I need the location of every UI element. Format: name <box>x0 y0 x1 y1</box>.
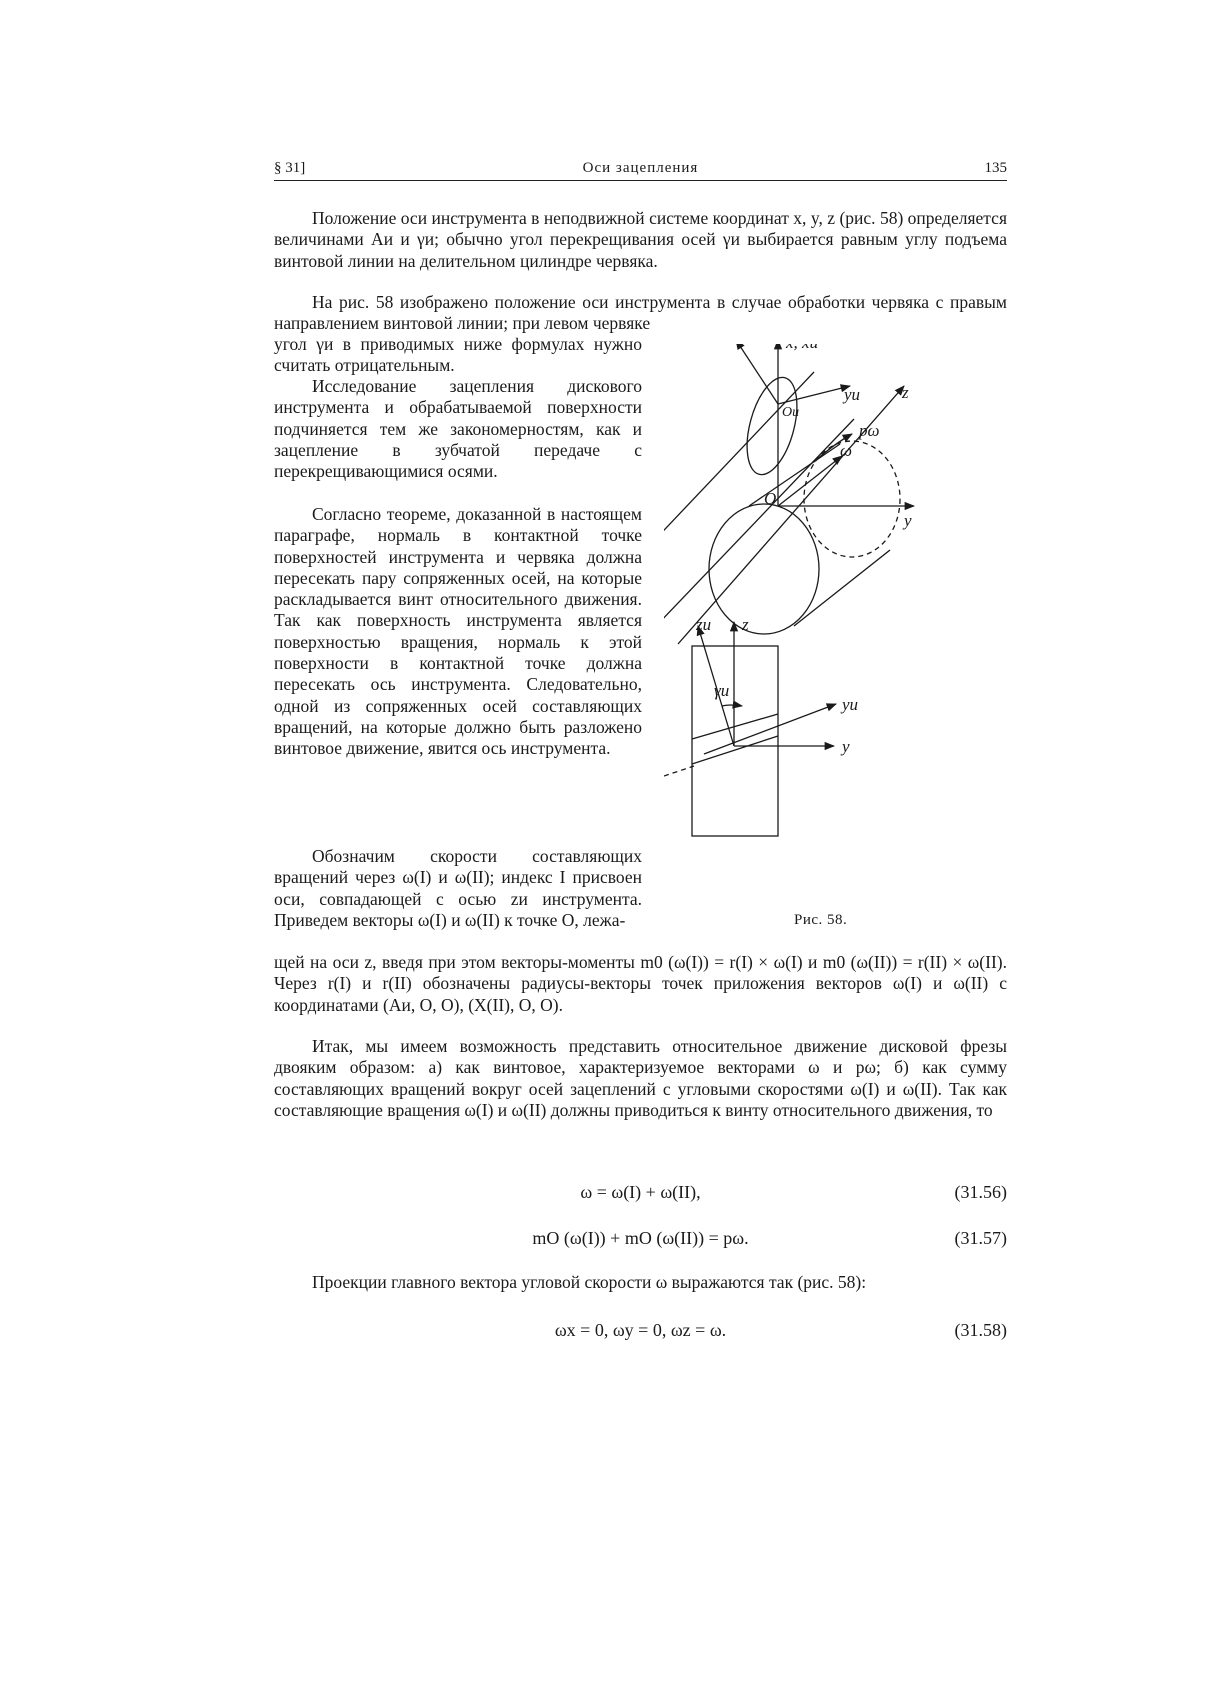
paragraph-5-continued: щей на оси z, введя при этом векторы-моменты m0 (ω(I)) = r(I) × ω(I) и m0 (ω(II)) = r(II) × ω(II). Через r(I) и r(II) обозначены радиусы-векторы точек приложения векторов ω(I) и ω(II) с координатами (Aи, O, O), (X(II), O, O). <box>274 952 1007 1015</box>
worm-front-end <box>709 504 819 634</box>
running-head <box>274 160 1007 180</box>
section-number: § 31] <box>274 160 306 176</box>
omega-arrow <box>778 456 842 506</box>
equation-body: mO (ω(I)) + mO (ω(II)) = pω. <box>532 1228 749 1248</box>
paragraph-3: Исследование зацепления дискового инструмента и обрабатываемой поверхности подчиняется тем же закономерностям, как и зацепление в зубчатой передаче с перекрещивающимися осями. <box>274 376 642 482</box>
yh-axis-line <box>778 386 850 404</box>
worm-bottom-edge <box>794 550 890 626</box>
projection-frame <box>692 646 778 836</box>
label-y-top: y <box>904 511 912 530</box>
paragraph-5: Обозначим скорости составляющих вращений через ω(I) и ω(II); индекс I присвоен оси, совпадающей с осью zи инструмента. Приведем векторы ω(I) и ω(II) к точке O, лежа- <box>274 846 642 930</box>
paragraph-7: Проекции главного вектора угловой скорости ω выражаются так (рис. 58): <box>312 1272 867 1292</box>
label-y-bottom: y <box>842 737 850 756</box>
header-rule <box>274 180 1007 181</box>
paragraph-6: Итак, мы имеем возможность представить относительное движение дисковой фрезы двояким образом: а) как винтовое, характеризуемое векторами ω и pω; б) как сумму составляющих вращений вокруг осей зацеплений с угловыми скоростями ω(I) и ω(II). Так как составляющие вращения ω(I) и ω(II) должны приводиться к винту относительного движения, то <box>274 1036 1007 1120</box>
figure-caption: Рис. 58. <box>794 912 848 928</box>
equation-number: (31.57) <box>954 1228 1007 1248</box>
page-number: 135 <box>984 160 1007 176</box>
label-p-omega: pω <box>859 421 880 440</box>
figure-58 <box>664 344 1024 914</box>
equation-31-56 <box>274 1182 1007 1208</box>
paragraph-2-continued: угол γи в приводимых ниже формулах нужно считать отрицательным. <box>274 334 642 376</box>
label-z-top: z <box>902 383 909 402</box>
paragraph-2: На рис. 58 изображено положение оси инструмента в случае обработки червяка с правым направлением винтовой линии; при левом червяке <box>274 292 1007 334</box>
zh-axis-line <box>736 344 778 404</box>
label-x-xh <box>785 344 818 352</box>
tool-disk <box>738 372 806 480</box>
label-o: O <box>764 489 777 508</box>
section-title: Оси зацепления <box>582 160 699 176</box>
gamma-arc <box>722 705 742 706</box>
label-gamma-h: γи <box>714 681 730 700</box>
equation-body: ω = ω(I) + ω(II), <box>580 1182 701 1202</box>
paragraph-4: Согласно теореме, доказанной в настоящем параграфе, нормаль в контактной точке поверхностей инструмента и червяка должна пересекать пару сопряженных осей, на которые раскладывается винт относительного движения. Так как поверхность инструмента является поверхностью вращения, нормаль к этой поверхности в контактной точке должна пересекать ось инструмента. Следовательно, одной из сопряженных осей составляющих вращений, на которые должно быть разложено винтовое движение, явится ось инструмента. <box>274 504 642 759</box>
equation-number: (31.56) <box>954 1182 1007 1202</box>
label-zh-top <box>735 344 751 348</box>
label-zh-bottom: zи <box>696 615 712 634</box>
figure-58-diagram <box>664 344 1024 914</box>
label-omega: ω <box>840 441 853 460</box>
equation-number: (31.58) <box>954 1320 1007 1340</box>
equation-body: ωx = 0, ωy = 0, ωz = ω. <box>554 1320 727 1340</box>
dash-extension <box>664 766 694 776</box>
equation-31-58 <box>274 1320 1007 1346</box>
paragraph-1: Положение оси инструмента в неподвижной системе координат x, y, z (рис. 58) определяется величинами Aи и γи; обычно угол перекрещивания осей γи выбирается равным углу подъема винтовой линии на делительном цилиндре червяка. <box>274 208 1007 271</box>
label-yh-bottom: yи <box>842 695 859 714</box>
tool-projection-top <box>692 714 778 739</box>
label-yh-top: yи <box>844 385 861 404</box>
equation-31-57 <box>274 1228 1007 1254</box>
label-oh: Oи <box>782 405 800 420</box>
tool-projection-bottom <box>692 736 778 764</box>
label-z-bottom: z <box>742 615 749 634</box>
